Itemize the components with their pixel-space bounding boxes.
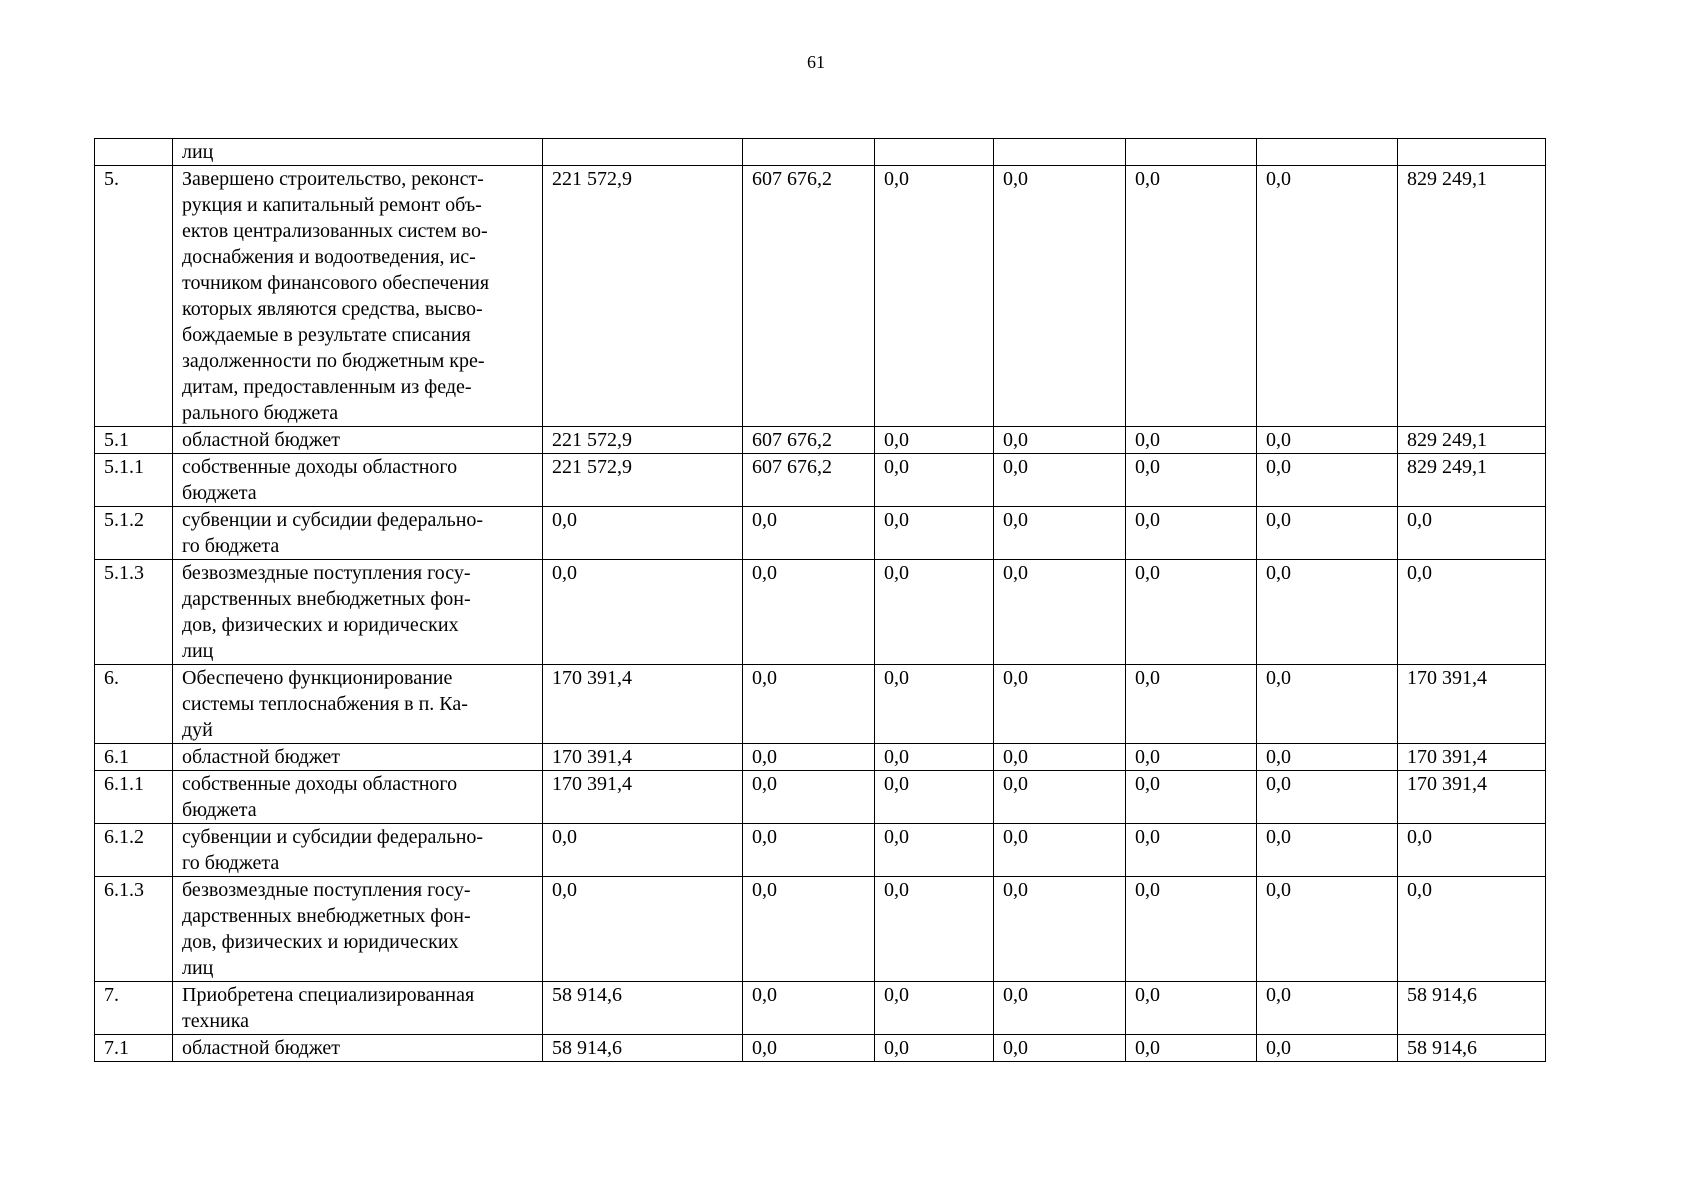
row-number: 6.1.2 — [95, 824, 173, 877]
value-cell: 607 676,2 — [743, 166, 875, 427]
row-number: 6. — [95, 665, 173, 744]
value-cell: 0,0 — [1257, 744, 1398, 771]
value-cell: 0,0 — [875, 665, 994, 744]
value-cell: 0,0 — [994, 665, 1126, 744]
value-cell: 0,0 — [743, 1035, 875, 1062]
value-cell: 58 914,6 — [543, 1035, 743, 1062]
table-row — [95, 454, 1546, 507]
table-row — [95, 507, 1546, 560]
value-cell: 0,0 — [875, 427, 994, 454]
value-cell: 829 249,1 — [1398, 427, 1546, 454]
table-row — [95, 427, 1546, 454]
value-cell: 0,0 — [994, 771, 1126, 824]
value-cell — [994, 139, 1126, 166]
table-row — [95, 771, 1546, 824]
table-row — [95, 824, 1546, 877]
value-cell: 0,0 — [875, 507, 994, 560]
value-cell: 170 391,4 — [543, 665, 743, 744]
value-cell: 0,0 — [543, 507, 743, 560]
value-cell: 0,0 — [1257, 454, 1398, 507]
value-cell: 170 391,4 — [1398, 771, 1546, 824]
row-description: Завершено строительство, реконст- рукция и капитальный ремонт объ- ектов централизованных систем во- доснабжения и водоотведения, ис- точником финансового обеспечения которых являются средства, высво- бождаемые в результате списания задолженности по бюджетным кре- дитам, предоставленным из феде- рального бюджета — [173, 166, 543, 427]
value-cell: 0,0 — [743, 665, 875, 744]
value-cell: 0,0 — [1126, 507, 1257, 560]
row-number: 5.1.2 — [95, 507, 173, 560]
value-cell: 0,0 — [543, 560, 743, 665]
row-number: 5.1 — [95, 427, 173, 454]
value-cell: 0,0 — [875, 824, 994, 877]
value-cell: 0,0 — [994, 427, 1126, 454]
row-description: собственные доходы областного бюджета — [173, 454, 543, 507]
value-cell: 0,0 — [1257, 560, 1398, 665]
value-cell: 0,0 — [1398, 560, 1546, 665]
value-cell: 0,0 — [1257, 665, 1398, 744]
value-cell: 0,0 — [1126, 560, 1257, 665]
value-cell: 0,0 — [994, 744, 1126, 771]
row-number: 5.1.1 — [95, 454, 173, 507]
table-row — [95, 166, 1546, 427]
value-cell — [543, 139, 743, 166]
value-cell: 0,0 — [875, 166, 994, 427]
value-cell — [1398, 139, 1546, 166]
value-cell: 0,0 — [994, 454, 1126, 507]
value-cell: 0,0 — [1398, 877, 1546, 982]
row-description: Приобретена специализированная техника — [173, 982, 543, 1035]
value-cell — [875, 139, 994, 166]
value-cell — [743, 139, 875, 166]
row-description: областной бюджет — [173, 427, 543, 454]
value-cell: 0,0 — [743, 982, 875, 1035]
value-cell: 0,0 — [994, 560, 1126, 665]
value-cell: 0,0 — [743, 824, 875, 877]
value-cell: 0,0 — [875, 560, 994, 665]
value-cell: 0,0 — [1126, 454, 1257, 507]
value-cell: 0,0 — [1398, 824, 1546, 877]
value-cell: 0,0 — [1257, 507, 1398, 560]
value-cell — [1257, 139, 1398, 166]
value-cell: 221 572,9 — [543, 166, 743, 427]
value-cell: 0,0 — [1126, 665, 1257, 744]
row-number — [95, 139, 173, 166]
row-number: 5. — [95, 166, 173, 427]
value-cell: 58 914,6 — [543, 982, 743, 1035]
row-number: 7.1 — [95, 1035, 173, 1062]
row-description: лиц — [173, 139, 543, 166]
row-number: 5.1.3 — [95, 560, 173, 665]
value-cell: 0,0 — [875, 1035, 994, 1062]
value-cell: 0,0 — [994, 877, 1126, 982]
value-cell: 0,0 — [1257, 166, 1398, 427]
row-description: собственные доходы областного бюджета — [173, 771, 543, 824]
value-cell: 0,0 — [1126, 166, 1257, 427]
table-row — [95, 744, 1546, 771]
value-cell: 0,0 — [994, 166, 1126, 427]
row-description: Обеспечено функционирование системы теплоснабжения в п. Ка- дуй — [173, 665, 543, 744]
value-cell: 0,0 — [994, 824, 1126, 877]
table-row — [95, 1035, 1546, 1062]
value-cell: 0,0 — [543, 877, 743, 982]
value-cell: 0,0 — [1257, 824, 1398, 877]
value-cell: 0,0 — [1398, 507, 1546, 560]
value-cell: 0,0 — [875, 771, 994, 824]
row-description: субвенции и субсидии федерально- го бюджета — [173, 824, 543, 877]
value-cell: 829 249,1 — [1398, 454, 1546, 507]
value-cell: 170 391,4 — [1398, 744, 1546, 771]
table-row — [95, 665, 1546, 744]
value-cell: 0,0 — [875, 982, 994, 1035]
value-cell: 0,0 — [1126, 771, 1257, 824]
value-cell: 221 572,9 — [543, 427, 743, 454]
value-cell: 0,0 — [994, 982, 1126, 1035]
value-cell: 0,0 — [994, 507, 1126, 560]
row-number: 6.1.1 — [95, 771, 173, 824]
value-cell: 607 676,2 — [743, 454, 875, 507]
value-cell: 0,0 — [1126, 824, 1257, 877]
value-cell: 0,0 — [1257, 982, 1398, 1035]
row-description: областной бюджет — [173, 1035, 543, 1062]
value-cell: 0,0 — [1257, 771, 1398, 824]
value-cell: 58 914,6 — [1398, 1035, 1546, 1062]
page-number: 61 — [807, 52, 825, 72]
row-number: 6.1 — [95, 744, 173, 771]
value-cell: 58 914,6 — [1398, 982, 1546, 1035]
value-cell: 0,0 — [875, 744, 994, 771]
value-cell: 0,0 — [743, 744, 875, 771]
value-cell: 170 391,4 — [543, 771, 743, 824]
table-row — [95, 877, 1546, 982]
value-cell: 0,0 — [743, 771, 875, 824]
value-cell: 0,0 — [875, 877, 994, 982]
value-cell: 607 676,2 — [743, 427, 875, 454]
value-cell: 221 572,9 — [543, 454, 743, 507]
value-cell: 0,0 — [1126, 877, 1257, 982]
row-description: безвозмездные поступления госу- дарственных внебюджетных фон- дов, физических и юридических лиц — [173, 560, 543, 665]
value-cell: 170 391,4 — [543, 744, 743, 771]
value-cell: 0,0 — [743, 507, 875, 560]
value-cell: 0,0 — [1257, 427, 1398, 454]
value-cell: 0,0 — [743, 560, 875, 665]
value-cell: 0,0 — [1126, 427, 1257, 454]
value-cell: 0,0 — [1126, 744, 1257, 771]
value-cell: 829 249,1 — [1398, 166, 1546, 427]
funding-table — [94, 138, 1546, 1062]
value-cell: 0,0 — [994, 1035, 1126, 1062]
row-number: 7. — [95, 982, 173, 1035]
row-number: 6.1.3 — [95, 877, 173, 982]
value-cell: 0,0 — [1126, 1035, 1257, 1062]
value-cell: 0,0 — [743, 877, 875, 982]
value-cell: 0,0 — [1126, 982, 1257, 1035]
value-cell: 170 391,4 — [1398, 665, 1546, 744]
value-cell: 0,0 — [1257, 877, 1398, 982]
table-row — [95, 560, 1546, 665]
row-description: субвенции и субсидии федерально- го бюджета — [173, 507, 543, 560]
row-description: областной бюджет — [173, 744, 543, 771]
value-cell: 0,0 — [1257, 1035, 1398, 1062]
value-cell: 0,0 — [875, 454, 994, 507]
value-cell — [1126, 139, 1257, 166]
row-description: безвозмездные поступления госу- дарственных внебюджетных фон- дов, физических и юридических лиц — [173, 877, 543, 982]
value-cell: 0,0 — [543, 824, 743, 877]
table-row — [95, 139, 1546, 166]
table-row — [95, 982, 1546, 1035]
